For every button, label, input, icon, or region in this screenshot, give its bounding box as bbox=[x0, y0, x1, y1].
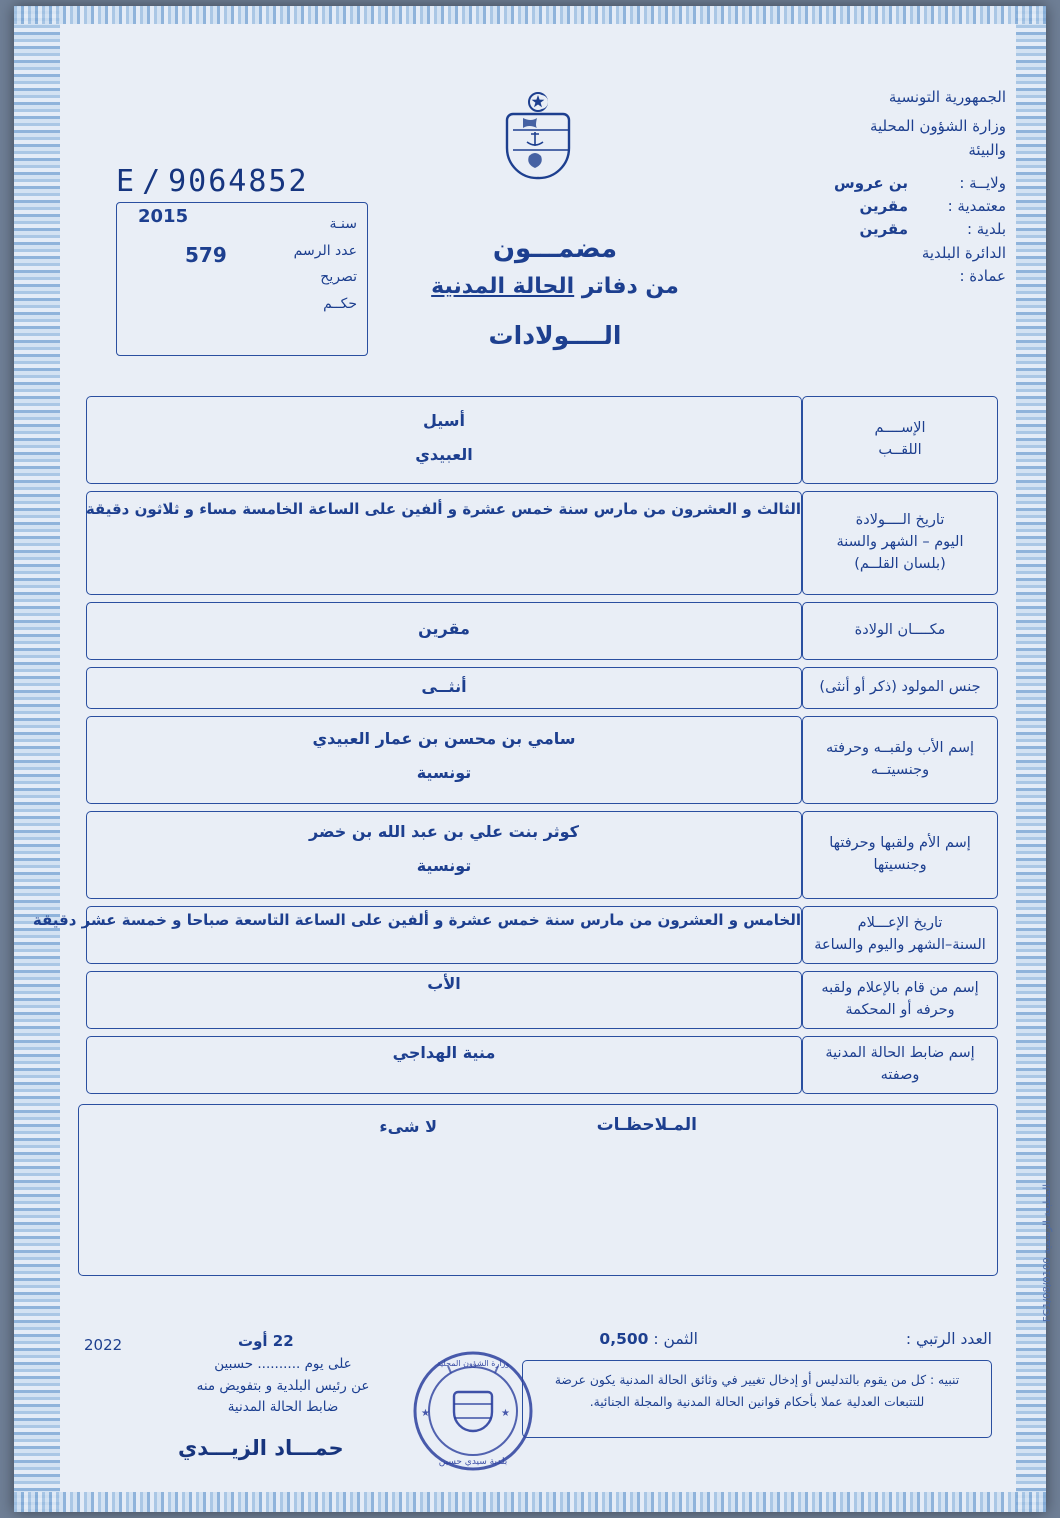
title-line-2a: من دفاتر bbox=[581, 274, 679, 299]
delegation-value: مقرين bbox=[859, 197, 908, 215]
header-field-wilaya bbox=[776, 172, 1006, 195]
title-line-1: مضمـــون bbox=[492, 234, 618, 264]
label-line: وجنسيتــه bbox=[870, 762, 930, 778]
warning-box: تنبيه : كل من يقوم بالتدليس أو إدخال تغيير في وثائق الحالة المدنية يكون عرضة للتتبعات العدلية عملا بأحكام قوانين الحالة المدنية والمجلة الجنائية. bbox=[522, 1360, 992, 1438]
row-label-name bbox=[802, 396, 998, 484]
municipality-value: مقرين bbox=[859, 220, 908, 239]
header-block bbox=[776, 86, 1006, 288]
svg-text:بلدية سيدي حسين: بلدية سيدي حسين bbox=[438, 1457, 508, 1467]
serial-number: E / 9064852 bbox=[116, 164, 309, 199]
table-row bbox=[78, 602, 998, 660]
wilaya-value: بن عروس bbox=[834, 173, 908, 192]
value-father-nationality: تونسية bbox=[416, 763, 472, 782]
remarks-value: لا شىء bbox=[379, 1117, 437, 1136]
row-label-declarant bbox=[802, 971, 998, 1029]
footer-year: 2022 bbox=[84, 1336, 123, 1354]
signature-name: حمـــاد الزيـــدي bbox=[178, 1436, 344, 1460]
border-left bbox=[14, 6, 60, 1512]
row-value-birth-place bbox=[86, 602, 802, 660]
label-line: إسم من قام بالإعلام ولقبه bbox=[821, 980, 979, 997]
price-field bbox=[599, 1330, 698, 1348]
label-line: اليوم – الشهر والسنة bbox=[836, 534, 964, 551]
signature-line-2: عن رئيس البلدية و بتفويض منه bbox=[196, 1377, 370, 1394]
box-label-declaration: تصريح bbox=[320, 269, 357, 286]
svg-text:★: ★ bbox=[501, 1408, 510, 1419]
signature-block bbox=[118, 1354, 448, 1419]
value-birth-date: الثالث و العشرون من مارس سنة خمس عشرة و ألفين على الساعة الخامسة مساء و ثلاثون دقيقة bbox=[85, 500, 801, 518]
signature-line-1: على يوم .......... حسبين bbox=[214, 1356, 352, 1372]
year-value: 2015 bbox=[138, 206, 189, 227]
header-field-delegation bbox=[776, 195, 1006, 218]
border-bottom bbox=[14, 1492, 1046, 1512]
serial-prefix: E bbox=[116, 164, 137, 199]
row-value-gender bbox=[86, 667, 802, 709]
label-line: تاريخ الإعـــلام bbox=[857, 915, 943, 932]
table-row bbox=[78, 971, 998, 1029]
row-label-declaration-date bbox=[802, 906, 998, 964]
value-officer: منية الهداجي bbox=[392, 1043, 496, 1062]
row-value-mother bbox=[86, 811, 802, 899]
delegation-label: معتمدية : bbox=[947, 197, 1006, 215]
value-surname: العبيدي bbox=[415, 445, 473, 464]
municipality-label: بلدية : bbox=[966, 220, 1006, 239]
label-line: جنس المولود (ذكر أو أنثى) bbox=[819, 679, 981, 696]
label-line: وجنسيتها bbox=[873, 857, 927, 873]
remarks-title: المـلاحظـات bbox=[596, 1115, 697, 1135]
row-label-officer bbox=[802, 1036, 998, 1094]
label-line: مكــــان الولادة bbox=[854, 622, 946, 639]
row-value-declaration-date bbox=[32, 906, 802, 964]
label-line: إسم ضابط الحالة المدنية bbox=[825, 1045, 975, 1062]
value-first-name: أسيل bbox=[422, 411, 466, 430]
table-row bbox=[78, 491, 998, 595]
row-label-mother bbox=[802, 811, 998, 899]
label-line: تاريخ الــــولادة bbox=[855, 512, 945, 529]
row-label-father bbox=[802, 716, 998, 804]
republic-title: الجمهورية التونسية bbox=[888, 88, 1006, 106]
document-title bbox=[390, 234, 720, 350]
value-declarant: الأب bbox=[427, 974, 461, 993]
signature-line-3: ضابط الحالة المدنية bbox=[227, 1399, 339, 1416]
header-field-district bbox=[776, 242, 1006, 265]
value-birth-place: مقرين bbox=[418, 619, 470, 638]
ordinal-label: العدد الرتبي : bbox=[905, 1330, 992, 1348]
register-number-value: 579 bbox=[185, 243, 227, 267]
row-value-father bbox=[86, 716, 802, 804]
title-line-2b: الحالة المدنية bbox=[431, 274, 575, 299]
box-label-judgement: حكــم bbox=[323, 295, 357, 312]
print-code: المطبعة الرسمية 08/0100/FG1 bbox=[1042, 1184, 1053, 1323]
row-label-gender bbox=[802, 667, 998, 709]
footer-date: 22 أوت bbox=[238, 1332, 294, 1350]
tunisia-emblem-icon bbox=[493, 86, 583, 191]
value-mother-name: كوثر بنت علي بن عبد الله بن خضر bbox=[309, 822, 579, 841]
row-label-birth-place bbox=[802, 602, 998, 660]
box-label-year: سنـة bbox=[329, 216, 357, 232]
row-value-name bbox=[86, 396, 802, 484]
title-line-2 bbox=[390, 274, 720, 299]
document-content bbox=[32, 24, 1053, 1494]
label-line: إسم الأب ولقبــه وحرفته bbox=[825, 740, 975, 757]
row-value-officer bbox=[86, 1036, 802, 1094]
label-line: إسم الأم ولقبها وحرفتها bbox=[829, 835, 971, 852]
table-row bbox=[32, 906, 998, 964]
omda-label: عمادة : bbox=[959, 266, 1006, 285]
table-row bbox=[78, 716, 998, 804]
svg-text:وزارة الشؤون المحلية: وزارة الشؤون المحلية bbox=[436, 1359, 510, 1368]
value-father-name: سامي بن محسن بن عمار العبيدي bbox=[312, 729, 576, 748]
ordinal-number bbox=[906, 1330, 992, 1348]
table-row bbox=[78, 811, 998, 899]
label-line: وصفته bbox=[880, 1067, 920, 1083]
price-value: 0,500 bbox=[599, 1330, 649, 1348]
official-stamp bbox=[408, 1346, 538, 1476]
label-line: (بلسان القلــم) bbox=[854, 555, 946, 572]
border-top bbox=[14, 6, 1046, 24]
document-paper bbox=[14, 6, 1053, 1512]
header-field-municipality bbox=[776, 218, 1006, 241]
label-line: الإســــم bbox=[874, 420, 926, 437]
header-field-omda bbox=[776, 265, 1006, 288]
ministry-line-2: والبيئة bbox=[968, 140, 1006, 159]
table-row bbox=[78, 396, 998, 484]
value-gender: أنثــى bbox=[421, 677, 467, 696]
table-row bbox=[78, 667, 998, 709]
svg-text:★: ★ bbox=[421, 1408, 430, 1419]
label-line: السنة–الشهر واليوم والساعة bbox=[814, 937, 986, 953]
value-declaration-date: الخامس و العشرون من مارس سنة خمس عشرة و ألفين على الساعة التاسعة صباحا و خمسة عشر دقيقة bbox=[32, 911, 801, 929]
serial-digits: 9064852 bbox=[168, 164, 309, 199]
ministry-line-1: وزارة الشؤون المحلية bbox=[869, 117, 1006, 136]
value-mother-nationality: تونسية bbox=[416, 856, 472, 875]
box-label-register: عدد الرسم bbox=[293, 242, 357, 259]
label-line: اللقــب bbox=[878, 442, 922, 458]
district-label: الدائرة البلدية bbox=[921, 243, 1006, 262]
row-value-birth-date bbox=[86, 491, 802, 595]
row-value-declarant bbox=[86, 971, 802, 1029]
label-line: وحرفه أو المحكمة bbox=[845, 1002, 955, 1018]
record-table bbox=[32, 396, 998, 1276]
footer-block bbox=[78, 1324, 998, 1484]
title-line-3: الــــولادات bbox=[488, 321, 622, 350]
wilaya-label: ولايــة : bbox=[959, 173, 1006, 192]
row-label-birth-date bbox=[802, 491, 998, 595]
price-label: الثمن : bbox=[653, 1330, 698, 1348]
remarks-box bbox=[78, 1104, 998, 1276]
table-row bbox=[78, 1036, 998, 1094]
